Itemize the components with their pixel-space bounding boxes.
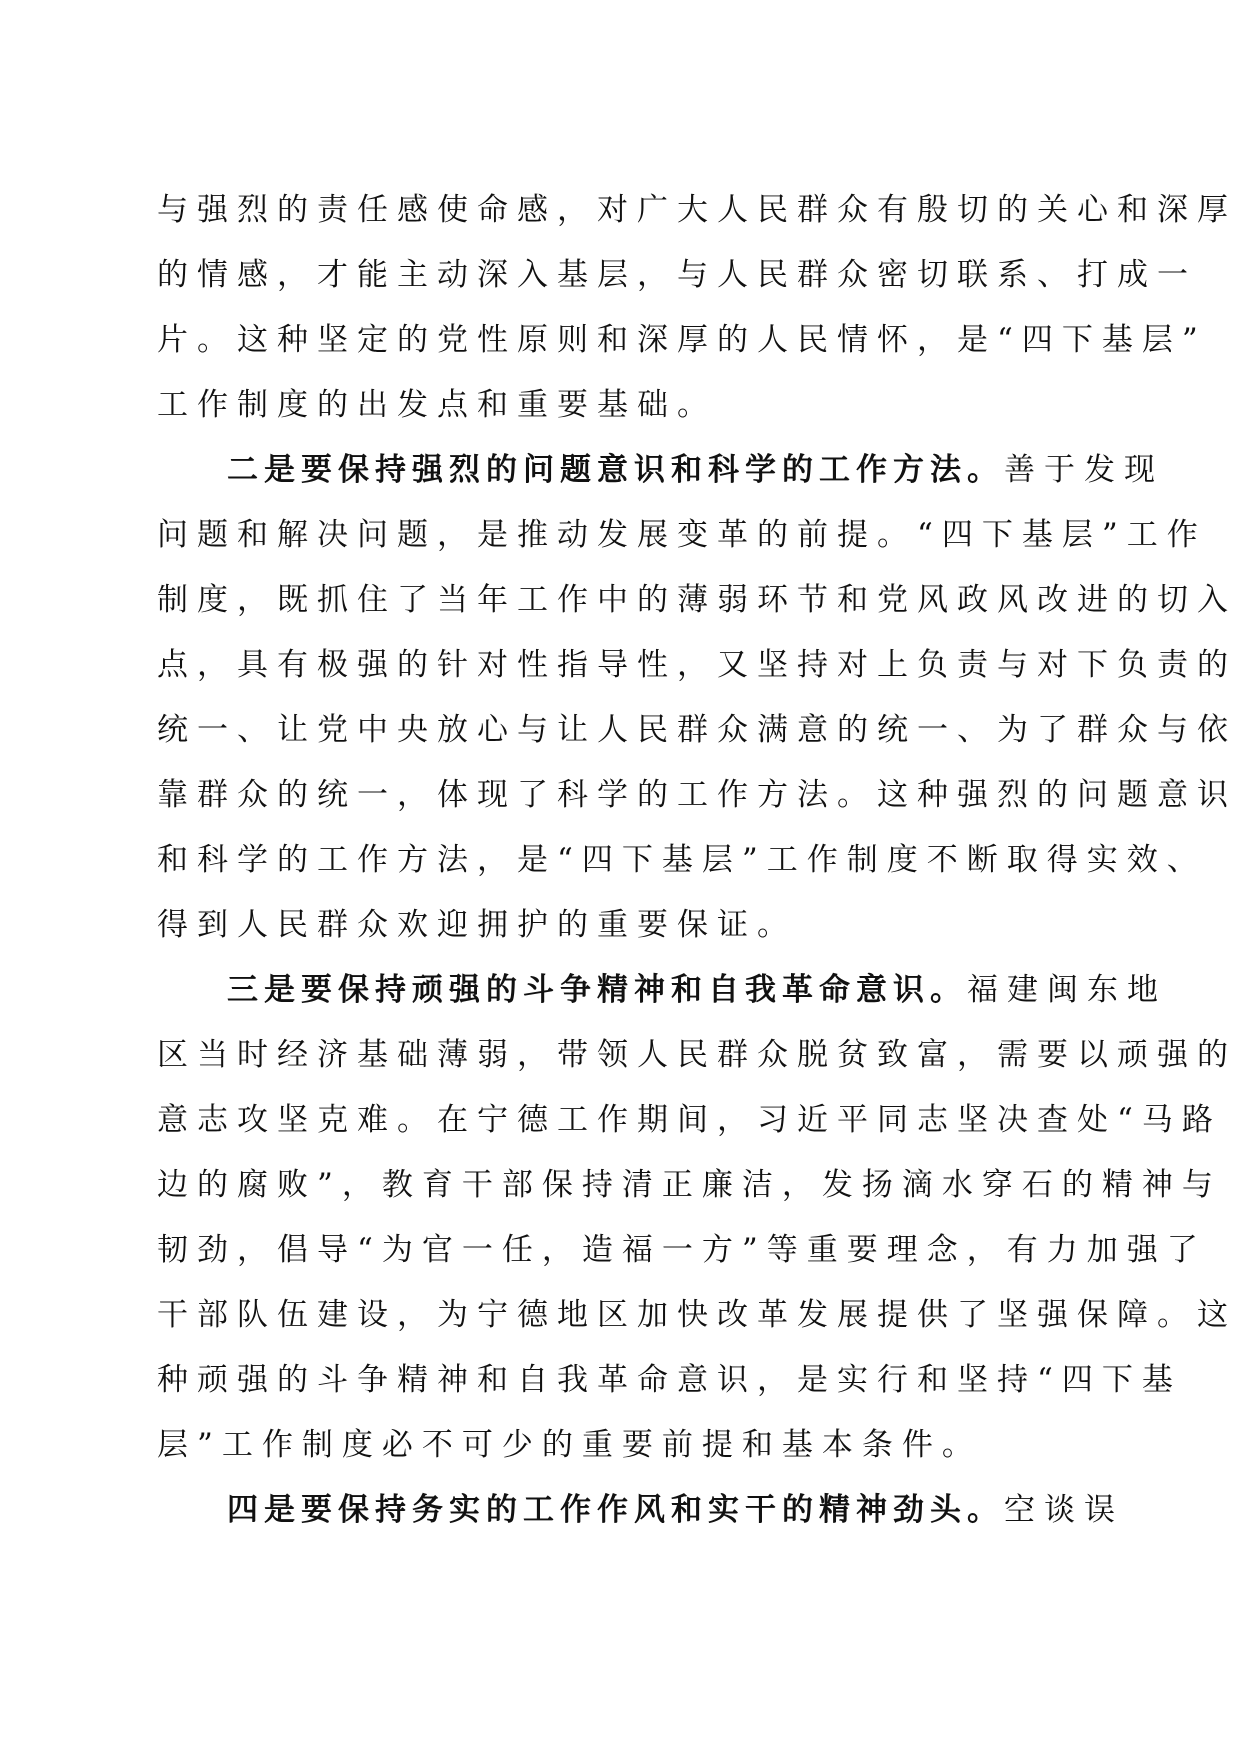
text-line: 意志攻坚克难。在宁德工作期间，习近平同志坚决查处“马路 [157,1102,1222,1138]
text-line: 和科学的工作方法，是“四下基层”工作制度不断取得实效、 [157,842,1207,878]
document-body [157,178,1237,1543]
paragraph-heading: 四是要保持务实的工作作风和实干的精神劲头。 [227,1492,1004,1528]
text-line: 的情感，才能主动深入基层，与人民群众密切联系、打成一 [157,257,1197,293]
paragraph-heading: 三是要保持顽强的斗争精神和自我革命意识。 [227,972,967,1008]
text-line: 制度，既抓住了当年工作中的薄弱环节和党风政风改进的切入 [157,582,1237,618]
text-line: 靠群众的统一，体现了科学的工作方法。这种强烈的问题意识 [157,777,1237,813]
paragraph-first-line [157,438,1164,503]
text-line: 层”工作制度必不可少的重要前提和基本条件。 [157,1427,982,1463]
paragraph-heading: 二是要保持强烈的问题意识和科学的工作方法。 [227,452,1004,488]
text-line: 区当时经济基础薄弱，带领人民群众脱贫致富，需要以顽强的 [157,1037,1237,1073]
text-line: 与强烈的责任感使命感，对广大人民群众有殷切的关心和深厚 [157,192,1237,228]
text-line: 边的腐败”，教育干部保持清正廉洁，发扬滴水穿石的精神与 [157,1167,1222,1203]
text-line: 统一、让党中央放心与让人民群众满意的统一、为了群众与依 [157,712,1237,748]
paragraph-first-line [157,958,1167,1023]
text-line: 点，具有极强的针对性指导性，又坚持对上负责与对下负责的 [157,647,1237,683]
paragraph-text: 福建闽东地 [967,972,1167,1008]
text-line: 片。这种坚定的党性原则和深厚的人民情怀，是“四下基层” [157,322,1207,358]
paragraph-first-line [157,1478,1124,1543]
text-line: 干部队伍建设，为宁德地区加快改革发展提供了坚强保障。这 [157,1297,1237,1333]
text-line: 工作制度的出发点和重要基础。 [157,387,717,423]
text-line: 问题和解决问题，是推动发展变革的前提。“四下基层”工作 [157,517,1207,553]
paragraph-text: 善于发现 [1004,452,1164,488]
text-line: 得到人民群众欢迎拥护的重要保证。 [157,907,797,943]
paragraph-text: 空谈误 [1004,1492,1124,1528]
text-line: 韧劲，倡导“为官一任，造福一方”等重要理念，有力加强了 [157,1232,1207,1268]
text-line: 种顽强的斗争精神和自我革命意识，是实行和坚持“四下基 [157,1362,1182,1398]
